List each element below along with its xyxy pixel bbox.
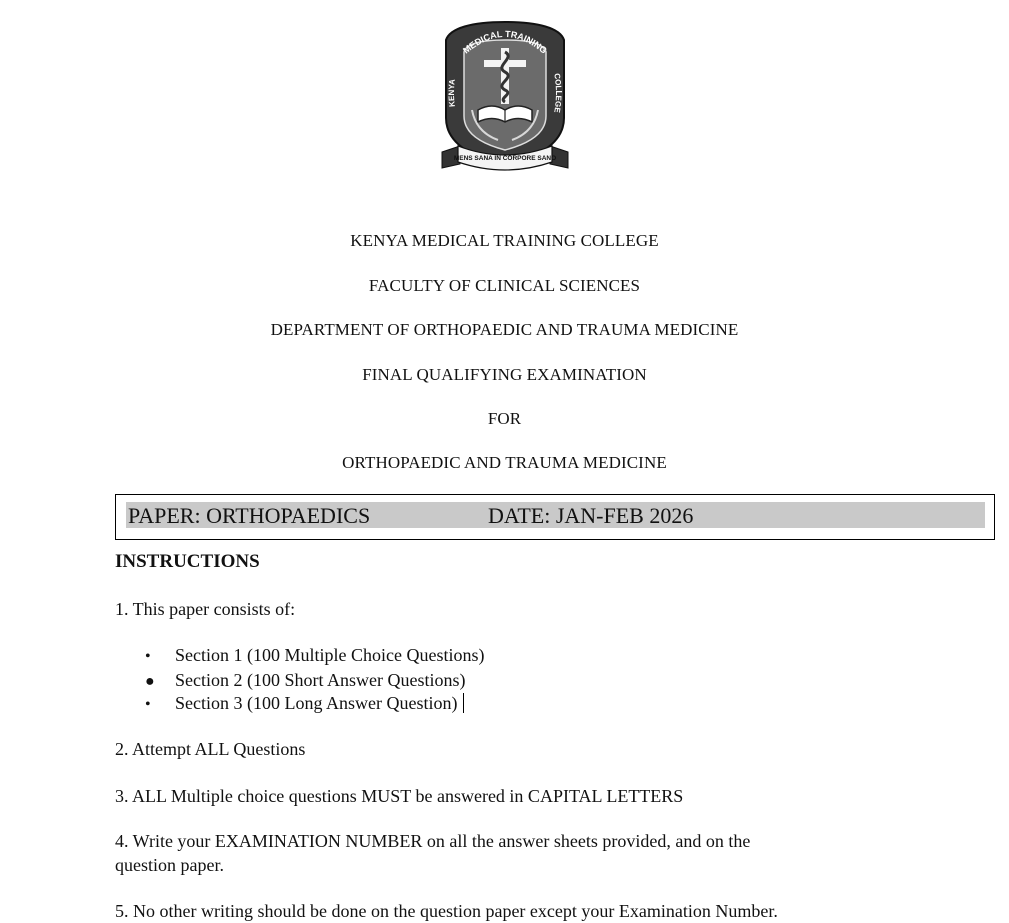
instruction-2: 2. Attempt ALL Questions (115, 739, 306, 759)
instruction-1: 1. This paper consists of: (115, 599, 296, 619)
paper-label: PAPER: ORTHOPAEDICS (128, 503, 371, 528)
paper-info-band (126, 502, 985, 528)
logo-right-text: COLLEGE (552, 72, 564, 114)
date-label: DATE: JAN-FEB 2026 (488, 503, 694, 528)
logo-top-text: MEDICAL TRAINING (461, 28, 549, 56)
exam-title: FINAL QUALIFYING EXAMINATION (362, 365, 647, 384)
program-name: ORTHOPAEDIC AND TRAUMA MEDICINE (342, 453, 667, 472)
for-label: FOR (487, 409, 522, 428)
section-item-1 (145, 644, 484, 668)
instruction-4-line-1: 4. Write your EXAMINATION NUMBER on all the answer sheets provided, and on the (115, 831, 751, 851)
section-item-3-text: Section 3 (100 Long Answer Question) (175, 693, 458, 713)
institution-name: KENYA MEDICAL TRAINING COLLEGE (350, 231, 659, 250)
instructions-title: INSTRUCTIONS (115, 551, 260, 572)
section-item-2 (145, 669, 465, 693)
instruction-3: 3. ALL Multiple choice questions MUST be answered in CAPITAL LETTERS (115, 786, 684, 806)
logo-left-text: KENYA (446, 78, 457, 108)
department-name: DEPARTMENT OF ORTHOPAEDIC AND TRAUMA MEDICINE (270, 320, 739, 339)
section-item-1-text: Section 1 (100 Multiple Choice Questions) (175, 645, 485, 665)
faculty-name: FACULTY OF CLINICAL SCIENCES (368, 276, 641, 295)
bullet-icon: • (145, 696, 151, 713)
kmtc-logo (438, 18, 572, 172)
logo-motto: MENS SANA IN CORPORE SANO (453, 155, 557, 162)
bullet-icon: • (145, 648, 151, 665)
bullet-icon: ● (145, 673, 155, 690)
section-item-3 (145, 692, 464, 716)
text-cursor (463, 693, 464, 713)
section-item-2-text: Section 2 (100 Short Answer Questions) (175, 670, 466, 690)
paper-info-box (115, 494, 995, 540)
svg-text:KENYA (447, 78, 457, 107)
instruction-5: 5. No other writing should be done on the question paper except your Examination Number. (115, 901, 778, 921)
instruction-4-line-2: question paper. (115, 855, 224, 875)
